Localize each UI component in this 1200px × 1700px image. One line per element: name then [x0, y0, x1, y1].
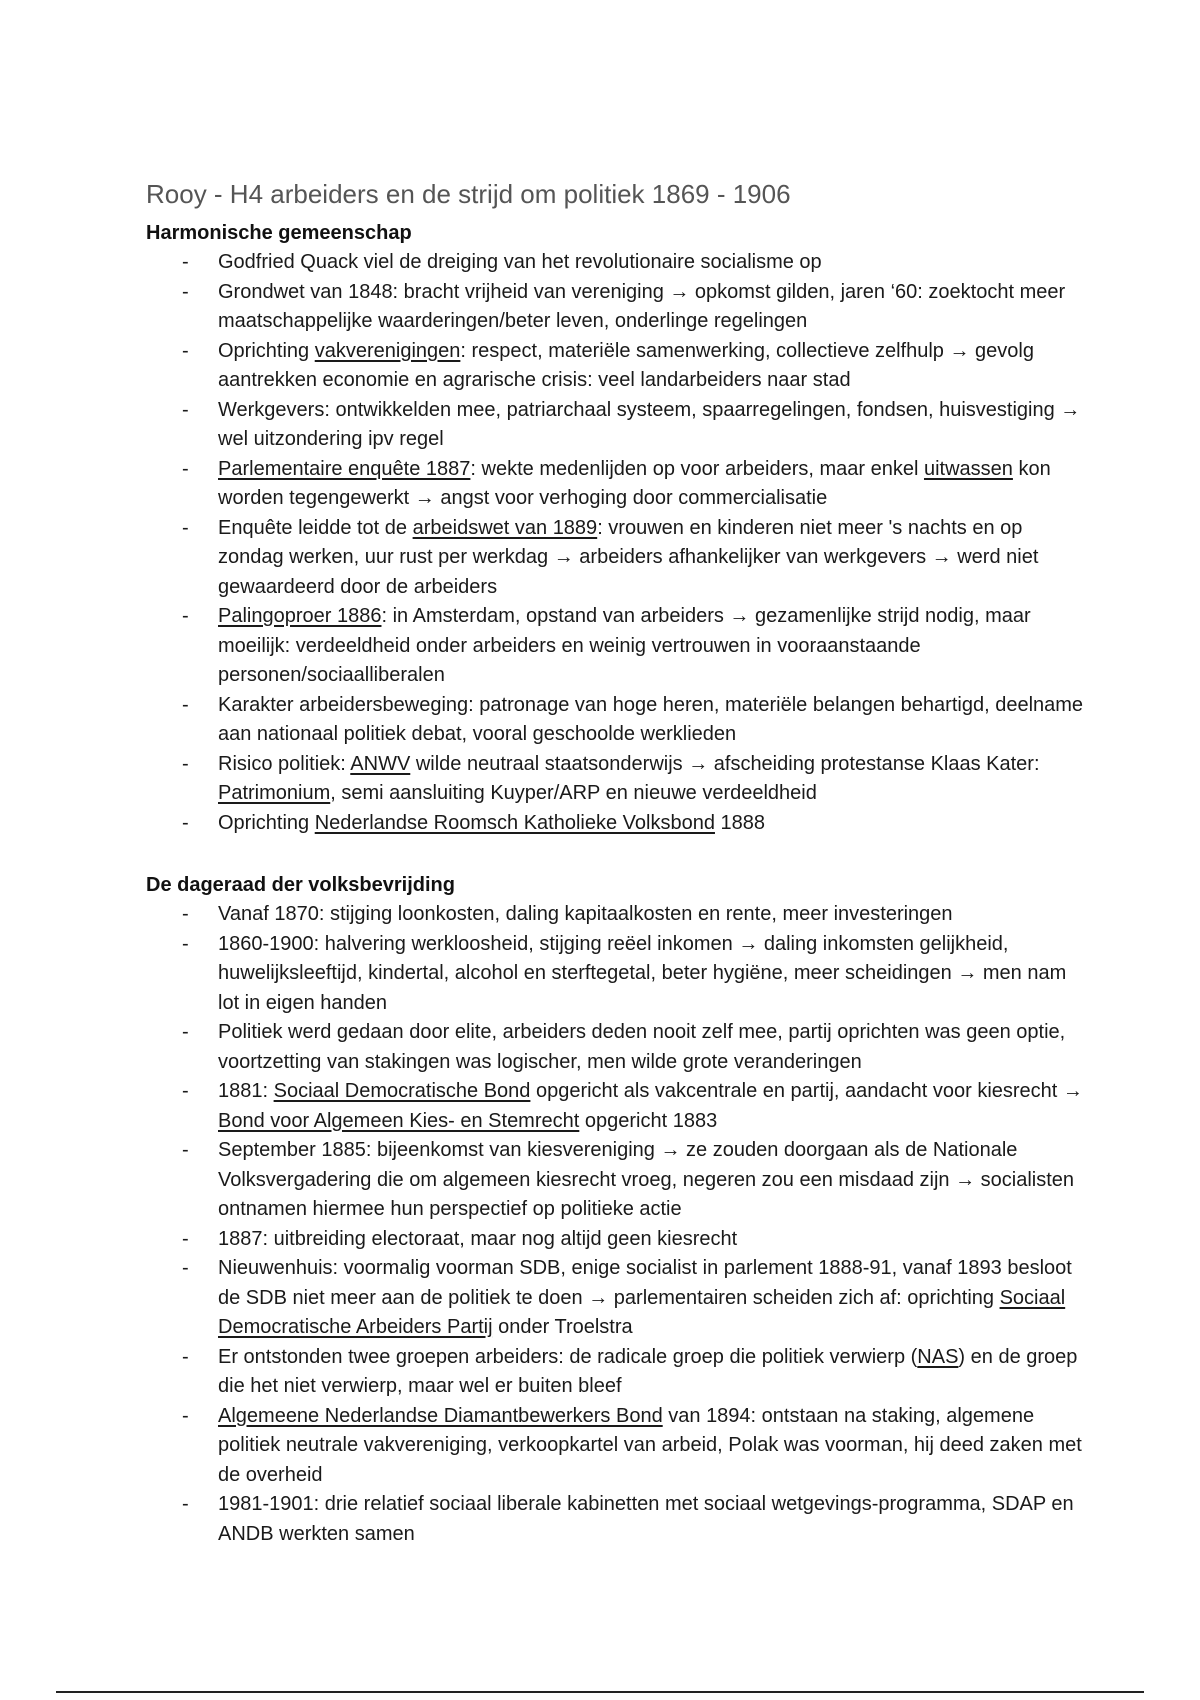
bullet-marker: - [182, 339, 189, 362]
item-text: Risico politiek: [218, 752, 351, 775]
item-text: : wekte medenlijden op voor arbeiders, maar enkel [470, 457, 924, 480]
bullet-marker: - [182, 903, 189, 925]
list-item [146, 1254, 1086, 1343]
underlined-term: Patrimonium [218, 782, 331, 804]
section-heading: Harmonische gemeenschap [146, 222, 412, 244]
item-text: 1881: [218, 1080, 274, 1102]
list-item [146, 1343, 1086, 1402]
document-page [146, 176, 1086, 1549]
list-item [146, 1018, 1086, 1077]
item-text: 1981-1901: drie relatief sociaal liberale kabinetten met sociaal wetgevings-programma, SDAP en ANDB werkten samen [218, 1493, 1074, 1545]
item-text: Oprichting [218, 339, 315, 362]
bullet-marker: - [182, 1404, 189, 1427]
list-item [146, 396, 1086, 455]
list-item [146, 930, 1086, 1019]
item-text: : vrouwen en kinderen niet meer 's nachts en op zondag werken, uur rust per werkdag → arbeiders afhankelijker van werkgevers → werd niet gewaardeerd door de arbeiders [218, 516, 1039, 598]
item-text: opgericht als vakcentrale en partij, aandacht voor kiesrecht → [530, 1080, 1083, 1102]
underlined-term: Sociaal Democratische Bond [273, 1080, 531, 1102]
item-text: Grondwet van 1848: bracht vrijheid van vereniging → opkomst gilden, jaren ‘60: zoektocht meer maatschappelijke waarderingen/beter leven, onderlinge regelingen [218, 280, 1066, 332]
bullet-marker: - [182, 1257, 189, 1279]
item-text: September 1885: bijeenkomst van kiesvereniging → ze zouden doorgaan als de Nationale Volksvergadering die om algemeen kiesrecht vroeg, negeren zou een misdaad zijn → socialisten ontnamen hiermee hun perspectief op politieke actie [218, 1139, 1075, 1220]
bullet-marker: - [182, 398, 189, 421]
bullet-marker: - [182, 932, 189, 955]
underlined-term: Algemeene Nederlandse Diamantbewerkers Bond [218, 1404, 663, 1427]
bullet-marker: - [182, 1021, 189, 1043]
item-text: Er ontstonden twee groepen arbeiders: de radicale groep die politiek verwierp ( [218, 1345, 918, 1368]
item-text: onder Troelstra [492, 1316, 633, 1338]
section-gap [146, 838, 1086, 870]
item-text: opgericht 1883 [579, 1109, 718, 1132]
list-item [146, 337, 1086, 396]
item-text: : respect, materiële samenwerking, collectieve zelfhulp → gevolg aantrekken economie en agrarische crisis: veel landarbeiders naar stad [218, 339, 1034, 391]
item-text: , semi aansluiting Kuyper/ARP en nieuwe verdeeldheid [330, 782, 817, 804]
list-item [146, 750, 1086, 809]
item-text: Nieuwenhuis: voormalig voorman SDB, enige socialist in parlement 1888-91, vanaf 1893 besloot de SDB niet meer aan de politiek te doen → parlementairen scheiden zich af: oprichting [218, 1257, 1072, 1309]
item-text: ) en de groep die het niet verwierp, maar wel er buiten bleef [218, 1345, 1078, 1397]
bullet-marker: - [182, 457, 189, 480]
bullet-marker: - [182, 752, 189, 775]
bullet-list [146, 900, 1086, 1549]
underlined-term: Bond voor Algemeen Kies- en Stemrecht [218, 1109, 580, 1132]
underlined-term: NAS [917, 1345, 959, 1368]
item-text: Oprichting [218, 811, 315, 834]
list-item [146, 900, 1086, 930]
bullet-marker: - [182, 280, 189, 303]
list-item [146, 1077, 1086, 1136]
bullet-marker: - [182, 693, 189, 716]
list-item [146, 248, 1086, 278]
list-item [146, 1402, 1086, 1491]
item-text: kon worden tegengewerkt → angst voor verhoging door commercialisatie [218, 457, 1051, 509]
document-title: Rooy - H4 arbeiders en de strijd om politiek 1869 - 1906 [146, 179, 791, 209]
item-text: 1888 [714, 811, 766, 834]
list-item [146, 514, 1086, 603]
bullet-marker: - [182, 1493, 189, 1515]
bullet-marker: - [182, 251, 189, 273]
underlined-term: ANWV [350, 752, 411, 775]
list-item [146, 809, 1086, 839]
section-heading: De dageraad der volksbevrijding [146, 874, 455, 896]
item-text: 1887: uitbreiding electoraat, maar nog altijd geen kiesrecht [218, 1227, 738, 1250]
underlined-term: Nederlandse Roomsch Katholieke Volksbond [314, 811, 715, 834]
bullet-list [146, 248, 1086, 838]
item-text: Godfried Quack viel de dreiging van het revolutionaire socialisme op [218, 251, 822, 273]
bullet-marker: - [182, 1227, 189, 1250]
bullet-marker: - [182, 605, 189, 627]
underlined-term: arbeidswet van 1889 [412, 516, 598, 539]
list-item [146, 278, 1086, 337]
item-text: Enquête leidde tot de [218, 516, 413, 539]
underlined-term: Sociaal Democratische Arbeiders Partij [218, 1286, 1066, 1338]
item-text: Vanaf 1870: stijging loonkosten, daling kapitaalkosten en rente, meer investeringen [218, 903, 953, 925]
item-text: Werkgevers: ontwikkelden mee, patriarchaal systeem, spaarregelingen, fondsen, huisvestiging → wel uitzondering ipv regel [218, 398, 1081, 450]
bullet-marker: - [182, 1139, 189, 1161]
underlined-term: Parlementaire enquête 1887 [218, 457, 471, 480]
list-item [146, 1225, 1086, 1255]
list-item [146, 1136, 1086, 1225]
bullet-marker: - [182, 1345, 189, 1368]
bullet-marker: - [182, 1080, 189, 1102]
item-text: van 1894: ontstaan na staking, algemene politiek neutrale vakvereniging, verkoopkartel van arbeid, Polak was voorman, hij deed zaken met de overheid [218, 1404, 1082, 1486]
underlined-term: vakverenigingen [314, 339, 461, 362]
list-item [146, 602, 1086, 691]
list-item [146, 691, 1086, 750]
bullet-marker: - [182, 811, 189, 834]
footer-divider [56, 1691, 1144, 1693]
item-text: 1860-1900: halvering werkloosheid, stijging reëel inkomen → daling inkomsten gelijkheid, huwelijksleeftijd, kindertal, alcohol en sterftegetal, beter hygiëne, meer scheidingen → men nam lot in eigen handen [218, 932, 1067, 1014]
underlined-term: Palingoproer 1886 [218, 605, 382, 627]
underlined-term: uitwassen [923, 457, 1013, 480]
list-item [146, 455, 1086, 514]
list-item [146, 1490, 1086, 1549]
bullet-marker: - [182, 516, 189, 539]
item-text: : in Amsterdam, opstand van arbeiders → gezamenlijke strijd nodig, maar moeilijk: verdeeldheid onder arbeiders en weinig vertrouwen in vooraanstaande personen/sociaalliberalen [218, 605, 1031, 686]
item-text: wilde neutraal staatsonderwijs → afscheiding protestanse Klaas Kater: [410, 752, 1040, 775]
item-text: Karakter arbeidersbeweging: patronage van hoge heren, materiële belangen behartigd, deelname aan nationaal politiek debat, vooral geschoolde werklieden [218, 693, 1084, 745]
item-text: Politiek werd gedaan door elite, arbeiders deden nooit zelf mee, partij oprichten was geen optie, voortzetting van stakingen was logischer, men wilde grote veranderingen [218, 1021, 1066, 1073]
